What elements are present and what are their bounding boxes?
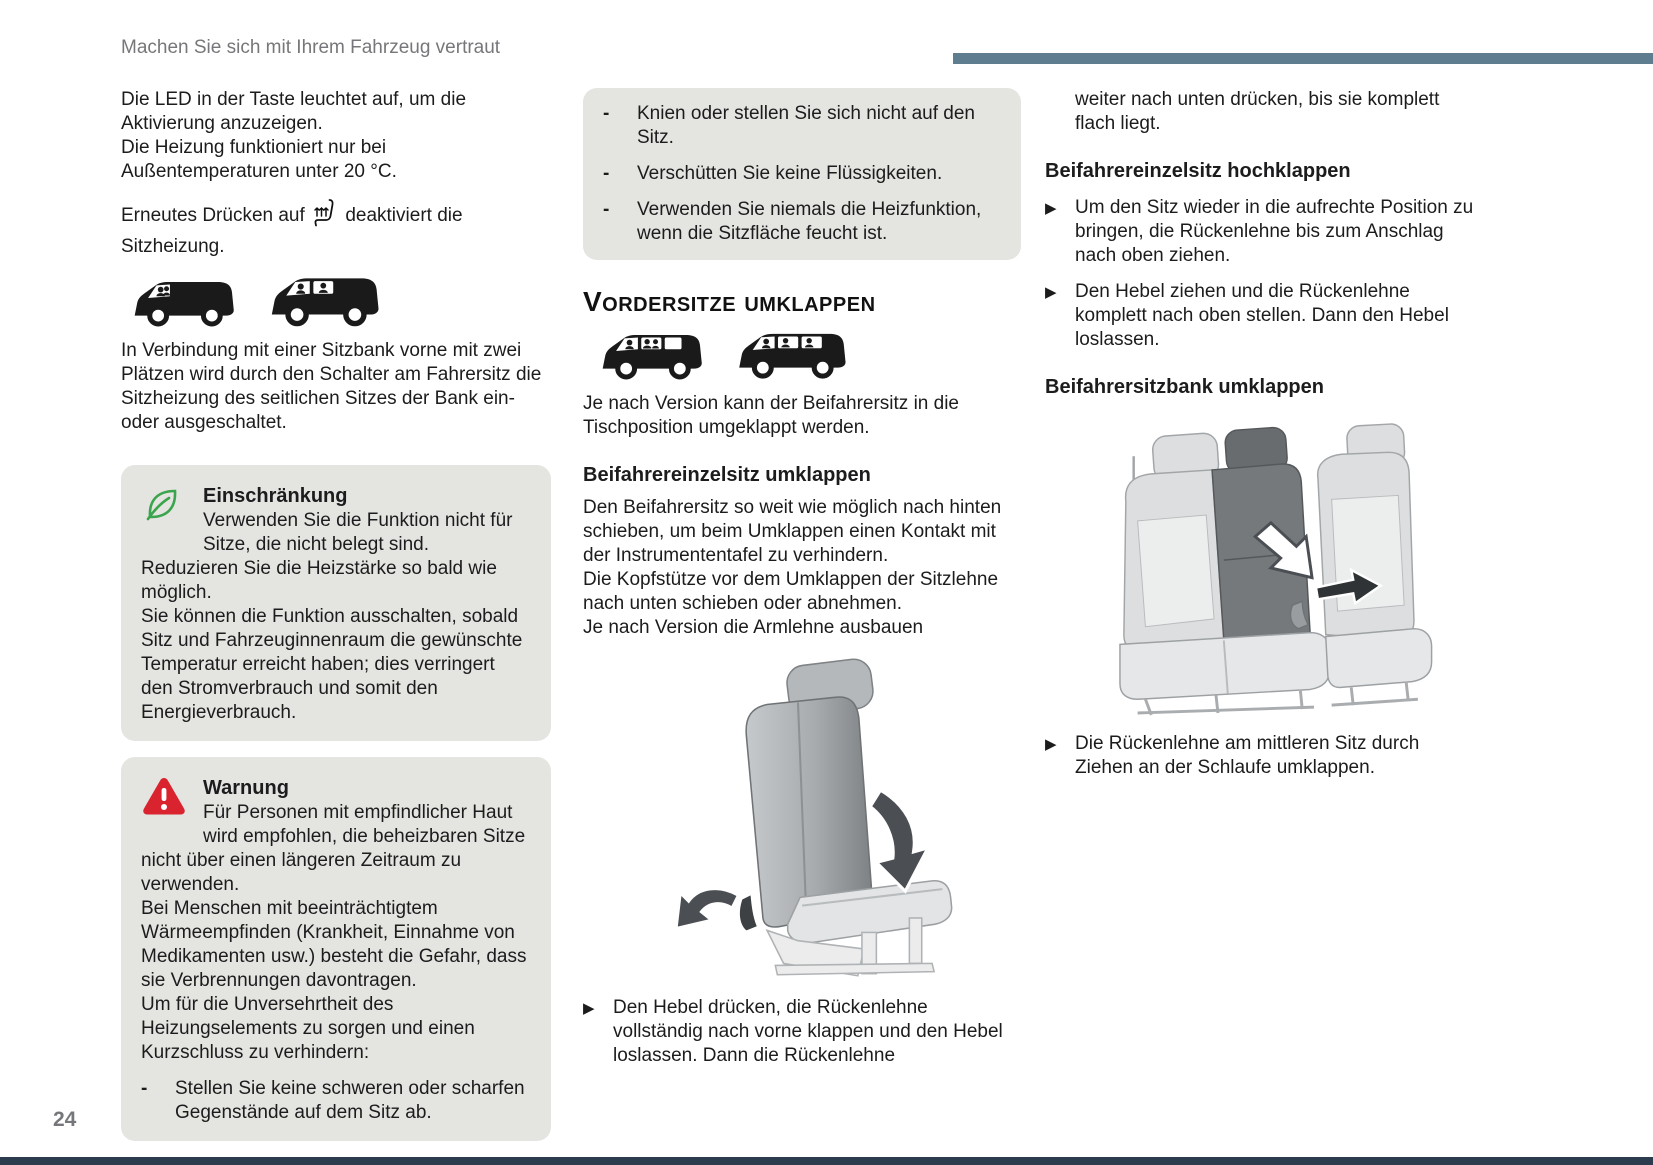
step-text: Den Hebel drücken, die Rückenlehne vollständig nach vorne klappen und den Hebel loslassen. Dann die Rückenlehne	[613, 997, 1003, 1066]
box-text: Für Personen mit empfindlicher Haut wird empfohlen, die beheizbaren Sitze nicht über einen längeren Zeitraum zu verwenden.	[141, 802, 526, 895]
step-item	[1045, 732, 1475, 780]
step-text: Um den Sitz wieder in die aufrechte Position zu bringen, die Rückenlehne bis zum Anschlag nach oben ziehen.	[1075, 197, 1474, 266]
warning-triangle-icon	[141, 775, 203, 827]
text-line: deaktiviert die Sitzheizung.	[121, 205, 463, 257]
step-text: Die Rückenlehne am mittleren Sitz durch Ziehen an der Schlaufe umklappen.	[1075, 733, 1420, 778]
step-item	[583, 996, 1021, 1068]
list-item	[603, 198, 1001, 246]
running-header: Machen Sie sich mit Ihrem Fahrzeug vertraut	[121, 37, 501, 58]
play-triangle-icon: ▶	[1045, 284, 1057, 301]
paragraph	[121, 88, 551, 184]
play-triangle-icon: ▶	[1045, 736, 1057, 753]
box-text: Reduzieren Sie die Heizstärke so bald wie möglich.	[141, 558, 497, 603]
text-line: Die LED in der Taste leuchtet auf, um die Aktivierung anzuzeigen.	[121, 89, 467, 134]
box-title: Einschränkung	[203, 485, 348, 507]
list-item-text: Knien oder stellen Sie sich nicht auf den Sitz.	[637, 103, 975, 148]
bench-seat-fold-illustration	[1069, 412, 1461, 718]
restriction-box	[121, 465, 551, 741]
footer-bar	[0, 1157, 1653, 1165]
step-text: Den Hebel ziehen und die Rückenlehne komplett nach oben stellen. Dann den Hebel loslassen.	[1075, 281, 1449, 350]
play-triangle-icon: ▶	[1045, 200, 1057, 217]
heated-seat-icon	[313, 198, 337, 235]
dash-bullet-icon: -	[603, 199, 610, 220]
list-item-text: Verwenden Sie niemals die Heizfunktion, wenn die Sitzfläche feucht ist.	[637, 199, 982, 244]
paragraph: In Verbindung mit einer Sitzbank vorne mit zwei Plätzen wird durch den Schalter am Fahrersitz die Sitzheizung des seitlichen Sitzes der Bank ein- oder ausgeschaltet.	[121, 340, 542, 433]
paragraph	[121, 198, 551, 259]
play-triangle-icon: ▶	[583, 1000, 595, 1017]
step-item	[1045, 196, 1475, 268]
paragraph: Den Beifahrersitz so weit wie möglich nach hinten schieben, um beim Umklappen einen Kontakt mit der Instrumententafel zu verhindern.	[583, 497, 1002, 566]
list-item	[141, 1077, 531, 1125]
warning-box-continued	[583, 88, 1021, 260]
paragraph: Die Kopfstütze vor dem Umklappen der Sitzlehne nach unten schieben oder abnehmen.	[583, 569, 999, 614]
page-number: 24	[53, 1108, 77, 1131]
box-title: Warnung	[203, 777, 289, 799]
section-title: Vordersitze umklappen	[583, 286, 876, 317]
list-item-text: Stellen Sie keine schweren oder scharfen Gegenstände auf dem Sitz ab.	[175, 1078, 525, 1123]
text-line: Erneutes Drücken auf	[121, 205, 305, 226]
van-combi-short-icon	[597, 330, 709, 382]
box-text: Sie können die Funktion ausschalten, sobald Sitz und Fahrzeuginnenraum die gewünschte Temperatur erreicht haben; dies verringert den Stromverbrauch und somit den Energieverbrauch.	[141, 606, 523, 723]
dash-bullet-icon: -	[603, 163, 610, 184]
paragraph: weiter nach unten drücken, bis sie komplett flach liegt.	[1075, 89, 1440, 134]
column-left	[121, 88, 551, 1141]
column-middle	[583, 88, 1021, 1068]
subheading: Beifahrereinzelsitz hochklappen	[1045, 160, 1351, 182]
column-right	[1045, 88, 1475, 780]
vehicle-variant-icons	[597, 328, 1021, 382]
box-text: Um für die Unversehrtheit des Heizungselements zu sorgen und einen Kurzschluss zu verhindern:	[141, 994, 475, 1063]
step-item	[1045, 280, 1475, 352]
subheading: Beifahrereinzelsitz umklappen	[583, 464, 871, 486]
vehicle-variant-icons	[129, 273, 551, 329]
text-line: Die Heizung funktioniert nur bei Außentemperaturen unter 20 °C.	[121, 137, 397, 182]
single-seat-fold-illustration	[643, 654, 953, 984]
subheading: Beifahrersitzbank umklappen	[1045, 376, 1324, 398]
dash-bullet-icon: -	[141, 1078, 148, 1099]
van-combi-icon	[267, 273, 385, 329]
box-text: Verwenden Sie die Funktion nicht für Sitze, die nicht belegt sind.	[203, 510, 513, 555]
paragraph: Je nach Version die Armlehne ausbauen	[583, 617, 924, 638]
leaf-icon	[141, 483, 203, 535]
box-text: Bei Menschen mit beeinträchtigtem Wärmeempfinden (Krankheit, Einnahme von Medikamenten usw.) besteht die Gefahr, dass sie Verbrennungen davontragen.	[141, 898, 527, 991]
list-item-text: Verschütten Sie keine Flüssigkeiten.	[637, 163, 943, 184]
warning-box	[121, 757, 551, 1141]
dash-bullet-icon: -	[603, 103, 610, 124]
paragraph: Je nach Version kann der Beifahrersitz in die Tischposition umgeklappt werden.	[583, 393, 959, 438]
list-item	[603, 102, 1001, 150]
van-combi-long-icon	[735, 328, 853, 382]
list-item	[603, 162, 1001, 186]
header-accent-bar	[953, 53, 1653, 64]
van-panel-icon	[129, 277, 241, 329]
